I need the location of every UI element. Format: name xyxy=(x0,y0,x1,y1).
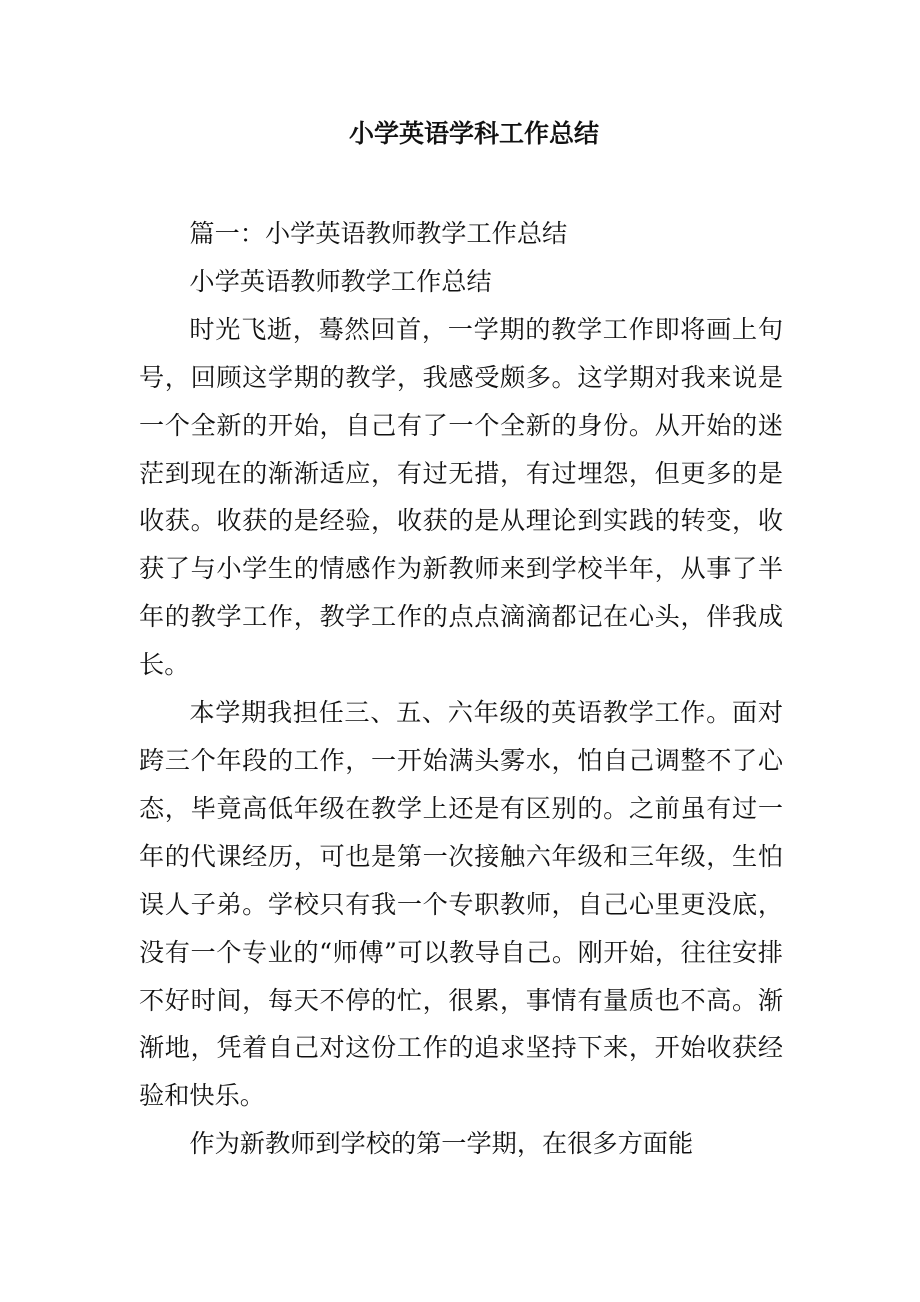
document-title: 小学英语学科工作总结 xyxy=(348,119,599,148)
section-heading: 篇一：小学英语教师教学工作总结 xyxy=(189,219,568,248)
paragraph-1: 时光飞逝，蓦然回首，一学期的教学工作即将画上句号，回顾这学期的教学，我感受颇多。这学期对我来说是一个全新的开始，自己有了一个全新的身份。从开始的迷茫到现在的渐渐适应，有过无措，有过埋怨，但更多的是收获。收获的是经验，收获的是从理论到实践的转变，收获了与小学生的情感作为新教师来到学校半年，从事了半年的教学工作，教学工作的点点滴滴都记在心头，伴我成长。 xyxy=(139,314,783,680)
paragraph-3: 作为新教师到学校的第一学期，在很多方面能 xyxy=(189,1129,694,1159)
paragraph-2: 本学期我担任三、五、六年级的英语教学工作。面对跨三个年段的工作，一开始满头雾水，怕自己调整不了心态，毕竟高低年级在教学上还是有区别的。之前虽有过一年的代课经历，可也是第一次接触六年级和三年级，生怕误人子弟。学校只有我一个专职教师，自己心里更没底，没有一个专业的“师傅”可以教导自己。刚开始，往往安排不好时间，每天不停的忙，很累，事情有量质也不高。渐渐地，凭着自己对这份工作的追求坚持下来，开始收获经验和快乐。 xyxy=(139,698,783,1111)
document-body xyxy=(139,210,783,1168)
sub-heading: 小学英语教师教学工作总结 xyxy=(189,266,492,296)
